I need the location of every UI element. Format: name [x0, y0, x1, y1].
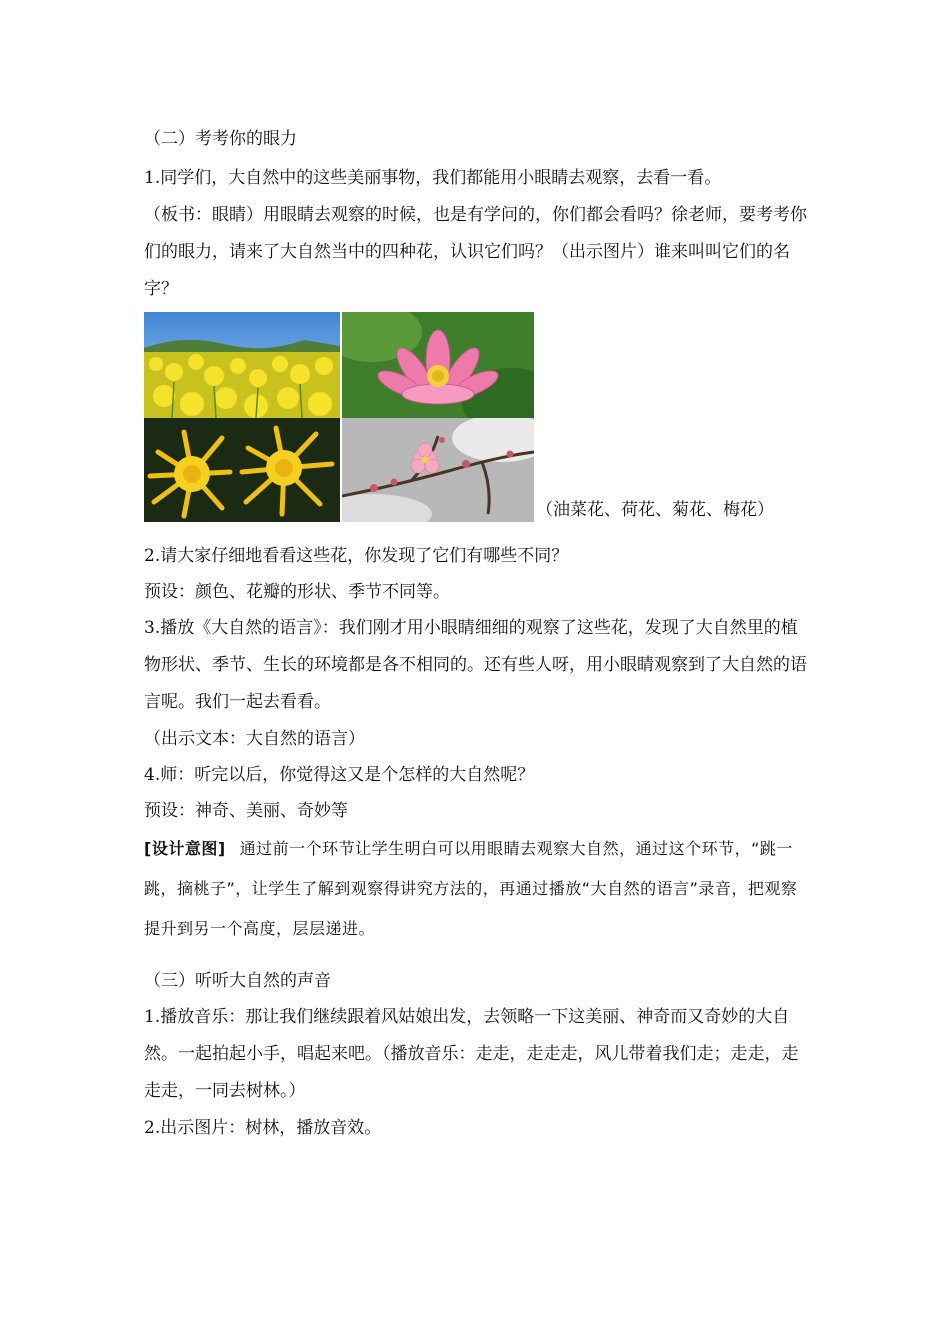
flower-picture-row — [144, 312, 812, 524]
paragraph: 2.出示图片：树林，播放音效。 — [144, 1118, 382, 1138]
paragraph: 2.请大家仔细地看看这些花，你发现了它们有哪些不同？ — [144, 546, 569, 566]
section-heading-2: （二）考考你的眼力 — [144, 129, 297, 149]
chrysanthemum-photo — [144, 418, 340, 522]
paragraph: 预设：神奇、美丽、奇妙等 — [144, 801, 348, 821]
flower-photo-grid — [144, 312, 536, 522]
design-intent-tag: [设计意图] — [144, 839, 226, 858]
paragraph: 1.同学们，大自然中的这些美丽事物，我们都能用小眼睛去观察，去看一看。 — [144, 168, 722, 188]
design-intent-text: 通过前一个环节让学生明白可以用眼睛去观察大自然，通过这个环节，“跳一跳，摘桃子”，让学生了解到观察得讲究方法的，再通过播放“大自然的语言”录音，把观察提升到另一个高度，层层递进。 — [144, 839, 798, 938]
section-heading-3: （三）听听大自然的声音 — [144, 971, 331, 991]
paragraph: （板书：眼睛）用眼睛去观察的时候，也是有学问的，你们都会看吗？徐老师，要考考你们的眼力，请来了大自然当中的四种花，认识它们吗？（出示图片）谁来叫叫它们的名字？ — [144, 205, 807, 299]
lotus-flower-photo — [342, 312, 534, 418]
rapeseed-flower-photo — [144, 312, 340, 418]
paragraph: 1.播放音乐：那让我们继续跟着风姑娘出发，去领略一下这美丽、神奇而又奇妙的大自然。一起拍起小手，唱起来吧。（播放音乐：走走，走走走，风儿带着我们走；走走，走走走，一同去树林。） — [144, 1007, 799, 1101]
paragraph: （出示文本：大自然的语言） — [144, 729, 365, 749]
flower-names-caption: （油菜花、荷花、菊花、梅花） — [536, 500, 774, 520]
plum-blossom-photo — [342, 418, 534, 522]
paragraph: 4.师：听完以后，你觉得这又是个怎样的大自然呢？ — [144, 765, 535, 785]
paragraph: 预设：颜色、花瓣的形状、季节不同等。 — [144, 582, 450, 602]
paragraph: 3.播放《大自然的语言》：我们刚才用小眼睛细细的观察了这些花，发现了大自然里的植物形状、季节、生长的环境都是各不相同的。还有些人呀，用小眼睛观察到了大自然的语言呢。我们一起去看看。 — [144, 618, 807, 712]
design-intent — [144, 829, 812, 949]
section-gap — [144, 949, 812, 963]
document-content — [144, 118, 812, 1146]
